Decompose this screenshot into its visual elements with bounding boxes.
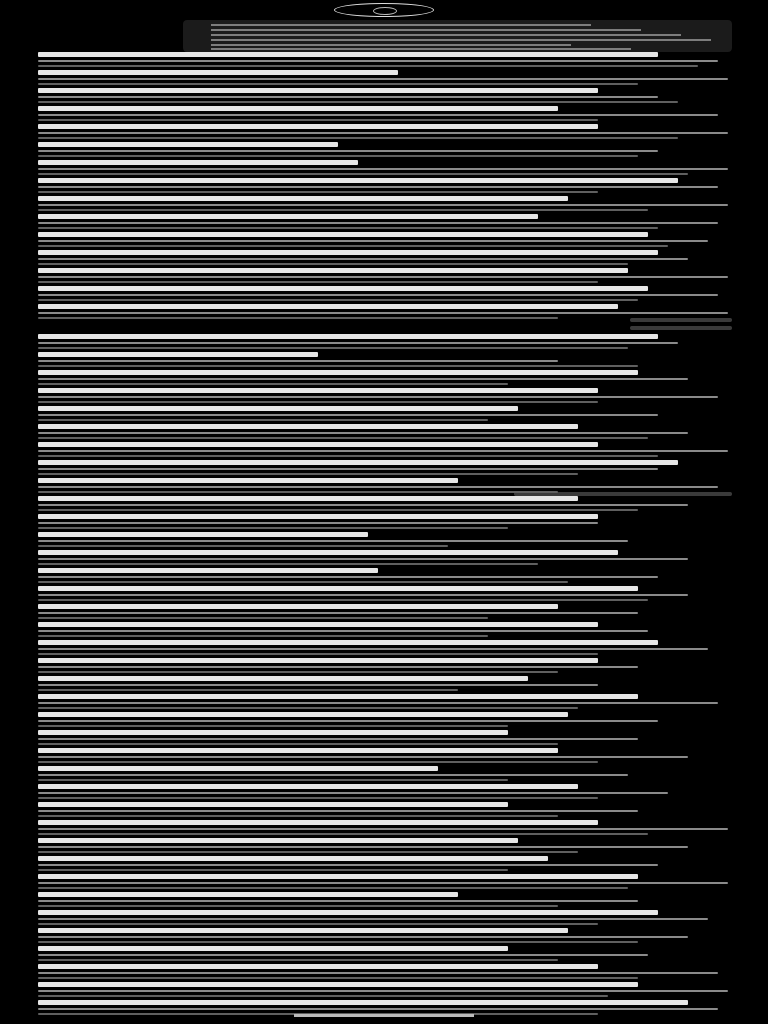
list-item[interactable] (38, 964, 718, 979)
list-item[interactable] (38, 424, 688, 439)
list-item[interactable] (38, 406, 658, 421)
list-item[interactable] (38, 748, 688, 763)
list-item[interactable] (38, 304, 728, 319)
list-item[interactable] (38, 982, 728, 997)
list-item[interactable] (38, 388, 718, 403)
list-item[interactable] (38, 856, 658, 871)
list-item[interactable] (38, 124, 728, 139)
list-item[interactable] (38, 658, 638, 673)
list-item[interactable] (38, 712, 658, 727)
list-item[interactable] (38, 910, 708, 925)
logo-icon[interactable] (334, 3, 434, 17)
list-item[interactable] (38, 106, 718, 121)
top-banner[interactable] (183, 20, 732, 52)
list-item[interactable] (38, 232, 708, 247)
list-item[interactable] (38, 550, 688, 565)
list-item[interactable] (38, 370, 688, 385)
list-item[interactable] (38, 730, 638, 745)
list-item[interactable] (38, 460, 678, 475)
list-item[interactable] (38, 496, 688, 511)
list-item[interactable] (38, 1000, 718, 1015)
list-item[interactable] (38, 532, 628, 547)
list-item[interactable] (38, 352, 638, 367)
list-item[interactable] (38, 694, 718, 709)
list-item[interactable] (38, 622, 648, 637)
list-item[interactable] (38, 88, 678, 103)
list-item[interactable] (38, 676, 598, 691)
list-item[interactable] (38, 784, 668, 799)
list-item[interactable] (38, 52, 718, 67)
list-item[interactable] (38, 268, 728, 283)
list-item[interactable] (38, 568, 658, 583)
list-item[interactable] (38, 892, 638, 907)
list-item[interactable] (38, 946, 648, 961)
list-item[interactable] (38, 442, 728, 457)
list-item[interactable] (38, 514, 598, 529)
list-item[interactable] (38, 802, 638, 817)
list-item[interactable] (38, 640, 708, 655)
list-item[interactable] (38, 286, 718, 301)
list-item[interactable] (38, 142, 658, 157)
list-item[interactable] (38, 766, 628, 781)
list-item[interactable] (38, 820, 728, 835)
list-item[interactable] (38, 70, 728, 85)
list-item[interactable] (38, 604, 638, 619)
list-item[interactable] (38, 334, 678, 349)
list-item[interactable] (38, 178, 718, 193)
list-item[interactable] (38, 250, 688, 265)
bottom-link[interactable] (294, 1014, 474, 1017)
list-item[interactable] (38, 874, 728, 889)
list-item[interactable] (38, 586, 688, 601)
list-item[interactable] (38, 928, 688, 943)
list-item[interactable] (38, 478, 718, 493)
list-item[interactable] (38, 214, 718, 229)
list-item[interactable] (38, 160, 728, 175)
list-item[interactable] (38, 838, 688, 853)
list-item[interactable] (38, 196, 728, 211)
